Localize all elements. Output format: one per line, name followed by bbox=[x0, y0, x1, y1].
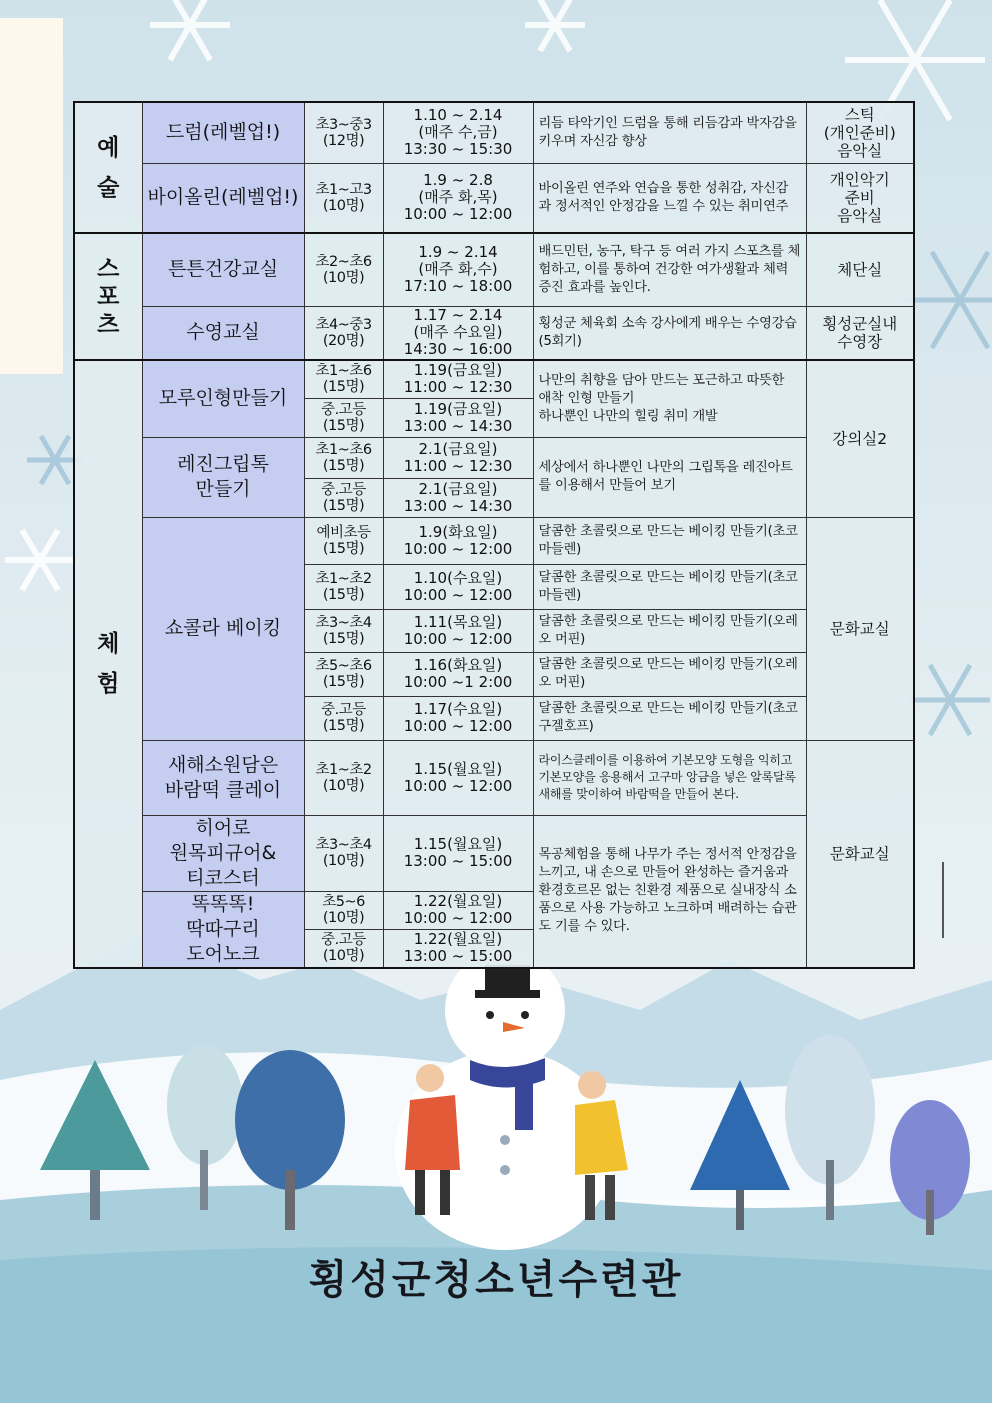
program-date: 1.11(목요일) 10:00 ~ 12:00 bbox=[383, 609, 533, 652]
program-grade: 예비초등 (15명) bbox=[304, 517, 383, 564]
table-row bbox=[74, 163, 914, 233]
table-row bbox=[74, 517, 914, 564]
program-date: 1.15(월요일) 13:00 ~ 15:00 bbox=[383, 815, 533, 891]
category-experience: 체 험 bbox=[74, 360, 142, 968]
program-date: 1.16(화요일) 10:00 ~1 2:00 bbox=[383, 652, 533, 696]
program-place: 스틱 (개인준비) 음악실 bbox=[806, 102, 914, 163]
program-name: 새해소원담은 바람떡 클레이 bbox=[142, 740, 304, 815]
left-decorative-bar bbox=[0, 18, 63, 374]
program-description: 달콤한 초콜릿으로 만드는 베이킹 만들기(초코 구겔호프) bbox=[533, 696, 806, 740]
program-date: 1.9 ~ 2.14 (매주 화,수) 17:10 ~ 18:00 bbox=[383, 233, 533, 306]
program-grade: 중.고등 (15명) bbox=[304, 696, 383, 740]
program-grade: 초1~고3 (10명) bbox=[304, 163, 383, 233]
program-place: 개인악기 준비 음악실 bbox=[806, 163, 914, 233]
category-sports: 스 포 츠 bbox=[74, 233, 142, 360]
program-grade: 초2~초6 (10명) bbox=[304, 233, 383, 306]
program-grade: 초1~초6 (15명) bbox=[304, 437, 383, 478]
program-place: 강의실2 bbox=[806, 360, 914, 517]
program-grade: 초5~6 (10명) bbox=[304, 891, 383, 930]
program-description: 달콤한 초콜릿으로 만드는 베이킹 만들기(오레오 머핀) bbox=[533, 609, 806, 652]
program-description: 달콤한 초콜릿으로 만드는 베이킹 만들기(오레오 머핀) bbox=[533, 652, 806, 696]
program-date: 1.9 ~ 2.8 (매주 화,목) 10:00 ~ 12:00 bbox=[383, 163, 533, 233]
program-name: 모루인형만들기 bbox=[142, 360, 304, 437]
program-date: 1.15(월요일) 10:00 ~ 12:00 bbox=[383, 740, 533, 815]
table-row bbox=[74, 740, 914, 815]
right-edge-line bbox=[942, 862, 944, 938]
program-description: 목공체험을 통해 나무가 주는 정서적 안정감을 느끼고, 내 손으로 만들어 완성하는 즐거움과 환경호르몬 없는 친환경 제품으로 실내장식 소품으로 사용 가능하고 노크하며 배려하는 습관도 기를 수 있다. bbox=[533, 815, 806, 968]
program-grade: 초3~초4 (15명) bbox=[304, 609, 383, 652]
program-grade: 초5~초6 (15명) bbox=[304, 652, 383, 696]
program-description: 횡성군 체육회 소속 강사에게 배우는 수영강습(5회기) bbox=[533, 306, 806, 360]
program-place: 체단실 bbox=[806, 233, 914, 306]
program-date: 1.9(화요일) 10:00 ~ 12:00 bbox=[383, 517, 533, 564]
program-date: 1.10(수요일) 10:00 ~ 12:00 bbox=[383, 564, 533, 609]
program-grade: 초1~초2 (10명) bbox=[304, 740, 383, 815]
program-place: 횡성군실내 수영장 bbox=[806, 306, 914, 360]
table-row bbox=[74, 437, 914, 478]
program-name: 똑똑똑! 딱따구리 도어노크 bbox=[142, 891, 304, 968]
program-description: 나만의 취향을 담아 만드는 포근하고 따뜻한 애착 인형 만들기 하나뿐인 나만의 힐링 취미 개발 bbox=[533, 360, 806, 437]
program-name: 수영교실 bbox=[142, 306, 304, 360]
table-row bbox=[74, 815, 914, 891]
program-description: 달콤한 초콜릿으로 만드는 베이킹 만들기(초코 마들렌) bbox=[533, 517, 806, 564]
program-grade: 초1~초6 (15명) bbox=[304, 360, 383, 398]
program-grade: 초3~초4 (10명) bbox=[304, 815, 383, 891]
program-date: 2.1(금요일) 13:00 ~ 14:30 bbox=[383, 478, 533, 517]
table-row bbox=[74, 102, 914, 163]
table-row bbox=[74, 360, 914, 398]
program-table bbox=[73, 101, 915, 969]
program-date: 2.1(금요일) 11:00 ~ 12:30 bbox=[383, 437, 533, 478]
table-row bbox=[74, 233, 914, 306]
program-place: 문화교실 bbox=[806, 740, 914, 968]
program-description: 배드민턴, 농구, 탁구 등 여러 가지 스포츠를 체험하고, 이를 통하여 건강한 여가생활과 체력 증진 효과를 높인다. bbox=[533, 233, 806, 306]
program-date: 1.22(월요일) 13:00 ~ 15:00 bbox=[383, 930, 533, 968]
program-name: 히어로 원목피규어& 티코스터 bbox=[142, 815, 304, 891]
program-name: 튼튼건강교실 bbox=[142, 233, 304, 306]
program-description: 바이올린 연주와 연습을 통한 성취감, 자신감과 정서적인 안정감을 느낄 수 있는 취미연주 bbox=[533, 163, 806, 233]
program-date: 1.19(금요일) 13:00 ~ 14:30 bbox=[383, 398, 533, 437]
program-grade: 중.고등 (15명) bbox=[304, 398, 383, 437]
program-grade: 중.고등 (15명) bbox=[304, 478, 383, 517]
program-date: 1.10 ~ 2.14 (매주 수,금) 13:30 ~ 15:30 bbox=[383, 102, 533, 163]
program-grade: 중.고등 (10명) bbox=[304, 930, 383, 968]
program-grade: 초4~중3 (20명) bbox=[304, 306, 383, 360]
program-name: 드럼(레벨업!) bbox=[142, 102, 304, 163]
category-art: 예 술 bbox=[74, 102, 142, 233]
program-date: 1.17 ~ 2.14 (매주 수요일) 14:30 ~ 16:00 bbox=[383, 306, 533, 360]
program-grade: 초1~초2 (15명) bbox=[304, 564, 383, 609]
organization-name: 횡성군청소년수련관 bbox=[308, 1257, 684, 1303]
program-name: 바이올린(레벨업!) bbox=[142, 163, 304, 233]
program-name: 쇼콜라 베이킹 bbox=[142, 517, 304, 740]
program-description: 리듬 타악기인 드럼을 통해 리듬감과 박자감을 키우며 자신감 향상 bbox=[533, 102, 806, 163]
program-date: 1.17(수요일) 10:00 ~ 12:00 bbox=[383, 696, 533, 740]
program-place: 문화교실 bbox=[806, 517, 914, 740]
program-description: 세상에서 하나뿐인 나만의 그립톡을 레진아트를 이용해서 만들어 보기 bbox=[533, 437, 806, 517]
program-description: 라이스클레이를 이용하여 기본모양 도형을 익히고 기본모양을 응용해서 고구마 앙금을 넣은 알록달록 새해를 맞이하여 바람떡을 만들어 본다. bbox=[533, 740, 806, 815]
table-row bbox=[74, 306, 914, 360]
program-description: 달콤한 초콜릿으로 만드는 베이킹 만들기(초코 마들렌) bbox=[533, 564, 806, 609]
program-name: 레진그립톡 만들기 bbox=[142, 437, 304, 517]
program-grade: 초3~중3 (12명) bbox=[304, 102, 383, 163]
program-date: 1.19(금요일) 11:00 ~ 12:30 bbox=[383, 360, 533, 398]
program-date: 1.22(월요일) 10:00 ~ 12:00 bbox=[383, 891, 533, 930]
